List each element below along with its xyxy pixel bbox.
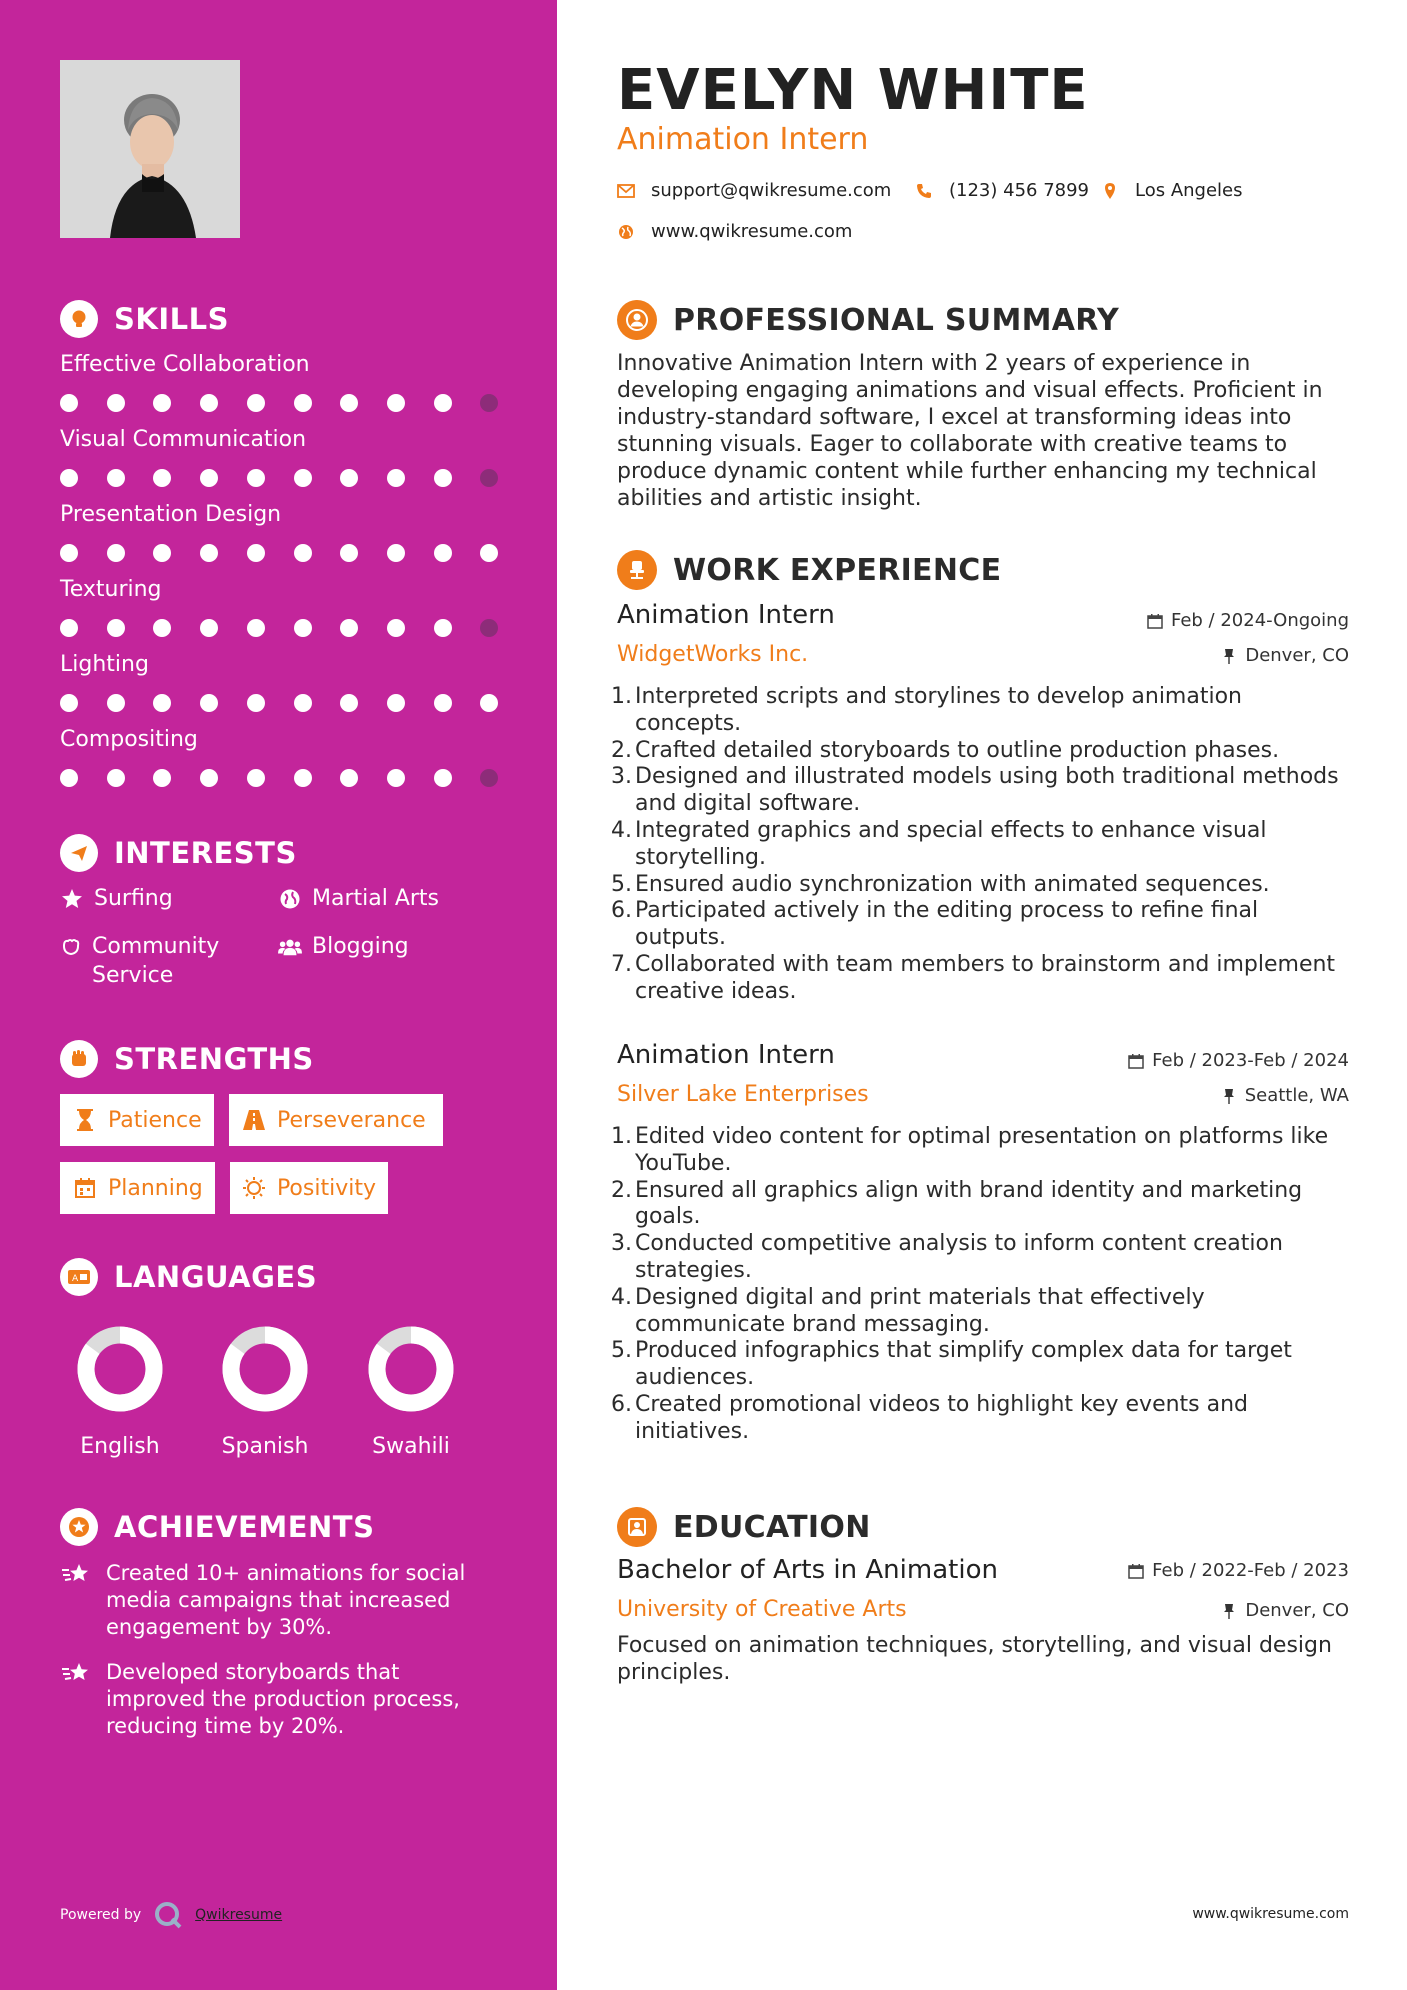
skill-dot: [107, 619, 125, 637]
job-dates-text: Feb / 2024-Ongoing: [1170, 610, 1349, 631]
skill-item: [60, 500, 510, 562]
profile-photo: [60, 60, 240, 238]
education-header: [617, 1507, 871, 1547]
skill-dot: [340, 544, 358, 562]
skill-name: Effective Collaboration: [60, 352, 310, 377]
skill-dot: [387, 469, 405, 487]
school-name: University of Creative Arts: [617, 1597, 907, 1622]
task-item: 4. Integrated graphics and special effects to enhance visual storytelling.: [611, 817, 1267, 870]
qwikresume-logo-icon: [153, 1900, 183, 1930]
paper-plane-icon: [60, 834, 98, 872]
skill-dot: [107, 769, 125, 787]
interest-label: Surfing: [94, 886, 173, 911]
skill-name: Compositing: [60, 727, 198, 752]
globe-icon: [278, 884, 302, 913]
language-name: Swahili: [372, 1434, 450, 1459]
sun-icon: [242, 1175, 267, 1201]
education-dates: [1128, 1560, 1349, 1581]
task-item: 4. Designed digital and print materials that effectively communicate brand messaging.: [611, 1284, 1205, 1337]
achievement-item: [60, 1659, 500, 1740]
footer-website[interactable]: www.qwikresume.com: [1192, 1906, 1349, 1922]
skill-name: Visual Communication: [60, 427, 307, 452]
task-text: Produced infographics that simplify complex data for target audiences.: [635, 1338, 1292, 1391]
interest-item: [278, 932, 409, 961]
skill-dot: [153, 544, 171, 562]
skill-dot: [434, 544, 452, 562]
task-item: 1. Edited video content for optimal presentation on platforms like YouTube.: [611, 1124, 1329, 1176]
task-text: Crafted detailed storyboards to outline production phases.: [635, 737, 1280, 763]
strength-label: Patience: [108, 1107, 202, 1133]
skill-dot: [60, 619, 78, 637]
sidebar: [0, 0, 557, 1990]
job-tasks: [611, 1124, 1347, 1446]
company-name: Silver Lake Enterprises: [617, 1082, 869, 1107]
skill-dot: [200, 694, 218, 712]
envelope-icon: [617, 182, 635, 200]
skill-dot: [387, 394, 405, 412]
contact-phone[interactable]: [915, 180, 1089, 201]
skill-dot: [153, 619, 171, 637]
skill-dot: [480, 544, 498, 562]
task-text: Designed digital and print materials that effectively communicate brand messaging.: [635, 1284, 1205, 1337]
language-ring: [222, 1326, 308, 1412]
strength-tag: [230, 1162, 388, 1214]
skill-dot: [294, 544, 312, 562]
email-text: support@qwikresume.com: [651, 180, 892, 201]
skill-dot: [247, 769, 265, 787]
skill-dot: [200, 544, 218, 562]
skill-dot: [153, 469, 171, 487]
language-ring: [77, 1326, 163, 1412]
languages-header: [60, 1258, 317, 1296]
skill-dot: [434, 694, 452, 712]
skill-dot: [294, 469, 312, 487]
skill-dot: [434, 619, 452, 637]
skill-dot: [387, 694, 405, 712]
skill-dot: [153, 394, 171, 412]
skill-dot: [340, 694, 358, 712]
task-item: 6. Participated actively in the editing process to refine final outputs.: [611, 898, 1259, 951]
skill-dot: [60, 544, 78, 562]
summary-header: [617, 300, 1119, 340]
map-marker-icon: [1101, 182, 1119, 200]
skill-rating: [60, 469, 510, 487]
road-icon: [241, 1107, 267, 1133]
globe-icon: [617, 223, 635, 241]
task-item: 2. Ensured all graphics align with brand identity and marketing goals.: [611, 1177, 1303, 1230]
skill-dot: [107, 694, 125, 712]
task-text: Ensured all graphics align with brand identity and marketing goals.: [635, 1177, 1303, 1230]
skill-dot: [153, 769, 171, 787]
phone-icon: [915, 182, 933, 200]
task-text: Ensured audio synchronization with animated sequences.: [635, 871, 1270, 897]
skill-dot: [200, 469, 218, 487]
achievement-item: [60, 1560, 500, 1641]
skill-dot: [387, 619, 405, 637]
location-text: Los Angeles: [1135, 180, 1243, 201]
achievement-text: Developed storyboards that improved the production process, reducing time by 20%.: [106, 1660, 460, 1738]
task-text: Participated actively in the editing process to refine final outputs.: [635, 898, 1259, 951]
svg-text:A: A: [72, 1274, 79, 1284]
skill-dot: [340, 769, 358, 787]
education-title: EDUCATION: [673, 1509, 871, 1545]
task-text: Conducted competitive analysis to inform content creation strategies.: [635, 1231, 1283, 1283]
task-item: 6. Created promotional videos to highlight key events and initiatives.: [611, 1391, 1249, 1444]
strengths-title: STRENGTHS: [114, 1042, 314, 1076]
task-text: Edited video content for optimal presentation on platforms like YouTube.: [635, 1124, 1329, 1176]
skill-dot: [434, 769, 452, 787]
experience-title: WORK EXPERIENCE: [673, 552, 1002, 588]
user-icon: [617, 300, 657, 340]
skill-dot: [60, 469, 78, 487]
job-location-text: Denver, CO: [1245, 645, 1349, 666]
shooting-star-icon: [60, 1657, 92, 1689]
skill-dot: [153, 694, 171, 712]
job-location: [1221, 1085, 1349, 1106]
skill-dot: [480, 394, 498, 412]
skill-dot: [247, 394, 265, 412]
skill-name: Lighting: [60, 652, 149, 677]
award-icon: [60, 1508, 98, 1546]
skill-dot: [247, 619, 265, 637]
skill-dot: [434, 394, 452, 412]
phone-text: (123) 456 7899: [949, 180, 1090, 201]
education-dates-text: Feb / 2022-Feb / 2023: [1152, 1560, 1349, 1581]
task-text: Created promotional videos to highlight key events and initiatives.: [635, 1391, 1249, 1444]
language-item: [200, 1326, 330, 1459]
interest-label: Martial Arts: [312, 886, 440, 911]
skills-title: SKILLS: [114, 302, 229, 336]
skill-dot: [200, 619, 218, 637]
strength-tag: [60, 1094, 214, 1146]
calendar-icon: [1147, 613, 1163, 629]
skill-dot: [247, 544, 265, 562]
education-location: [1221, 1600, 1349, 1621]
job-dates: [1147, 610, 1349, 631]
contact-email[interactable]: [617, 180, 891, 201]
skill-dot: [200, 769, 218, 787]
job-dates: [1128, 1050, 1349, 1071]
powered-by: [60, 1900, 282, 1930]
job-title: Animation Intern: [617, 600, 835, 630]
users-icon: [278, 932, 302, 961]
strength-label: Planning: [108, 1175, 203, 1201]
star-icon: [60, 884, 84, 913]
summary-title: PROFESSIONAL SUMMARY: [673, 302, 1120, 338]
skill-dot: [480, 619, 498, 637]
skill-dot: [247, 469, 265, 487]
interest-label: Blogging: [312, 934, 409, 959]
candidate-name: EVELYN WHITE: [617, 58, 1089, 123]
strengths-header: [60, 1040, 314, 1078]
shooting-star-icon: [60, 1558, 92, 1590]
summary-text: Innovative Animation Intern with 2 years of experience in developing engaging animations and visual effects. Proficient in industry-standard software, I excel at transforming ideas into stunning visuals. Eager to collaborate with creative teams to produce dynamic content while further enhancing my technical abilities and artistic insight.: [617, 351, 1323, 511]
skill-dot: [480, 469, 498, 487]
interests-title: INTERESTS: [114, 836, 297, 870]
task-item: 1. Interpreted scripts and storylines to develop animation concepts.: [611, 684, 1242, 736]
degree-title: Bachelor of Arts in Animation: [617, 1555, 998, 1585]
skill-dot: [294, 619, 312, 637]
skill-item: [60, 350, 510, 412]
interest-item: [60, 932, 260, 990]
education-location-text: Denver, CO: [1245, 1600, 1349, 1621]
task-item: 5. Ensured audio synchronization with animated sequences.: [611, 871, 1270, 897]
skill-dot: [434, 469, 452, 487]
language-icon: [60, 1258, 98, 1296]
interest-item: [60, 884, 173, 913]
task-item: 3. Designed and illustrated models using both traditional methods and digital software.: [611, 764, 1339, 817]
skill-dot: [387, 769, 405, 787]
interests-header: [60, 834, 297, 872]
language-name: English: [80, 1434, 160, 1459]
task-item: 5. Produced infographics that simplify complex data for target audiences.: [611, 1338, 1292, 1391]
skill-dot: [294, 769, 312, 787]
task-item: 7. Collaborated with team members to brainstorm and implement creative ideas.: [611, 951, 1336, 1004]
task-text: Integrated graphics and special effects to enhance visual storytelling.: [635, 817, 1267, 870]
skill-rating: [60, 694, 510, 712]
education-description: Focused on animation techniques, storytelling, and visual design principles.: [617, 1633, 1332, 1685]
skill-item: [60, 425, 510, 487]
hand-icon: [60, 932, 82, 961]
qwikresume-link[interactable]: Qwikresume: [195, 1907, 283, 1923]
interest-item: [278, 884, 439, 913]
skill-dot: [387, 544, 405, 562]
skill-dot: [60, 394, 78, 412]
language-item: [346, 1326, 476, 1459]
job-tasks: [611, 684, 1347, 1006]
website-text: www.qwikresume.com: [651, 221, 853, 242]
skill-dot: [294, 694, 312, 712]
experience-header: [617, 550, 1001, 590]
skill-dot: [107, 394, 125, 412]
languages-title: LANGUAGES: [114, 1260, 318, 1294]
fist-icon: [60, 1040, 98, 1078]
graduate-icon: [617, 1507, 657, 1547]
skill-rating: [60, 619, 510, 637]
skill-rating: [60, 769, 510, 787]
company-name: WidgetWorks Inc.: [617, 642, 809, 667]
strength-label: Positivity: [276, 1175, 376, 1201]
contact-location: [1101, 180, 1243, 201]
skill-name: Presentation Design: [60, 502, 282, 527]
candidate-role: Animation Intern: [617, 122, 869, 157]
skill-dot: [340, 469, 358, 487]
skill-dot: [60, 694, 78, 712]
strength-tag: [60, 1162, 215, 1214]
skill-dot: [480, 694, 498, 712]
skill-dot: [340, 619, 358, 637]
office-chair-icon: [617, 550, 657, 590]
skill-item: [60, 575, 510, 637]
skill-name: Texturing: [60, 577, 162, 602]
task-text: Designed and illustrated models using both traditional methods and digital software.: [635, 764, 1339, 817]
lightbulb-icon: [60, 300, 98, 338]
strength-tag: [229, 1094, 443, 1146]
skill-rating: [60, 544, 510, 562]
calendar-icon: [72, 1175, 98, 1201]
contact-website[interactable]: [617, 221, 852, 242]
hourglass-icon: [72, 1107, 98, 1133]
skills-header: [60, 300, 229, 338]
achievement-text: Created 10+ animations for social media campaigns that increased engagement by 30%.: [106, 1561, 466, 1639]
skill-dot: [247, 694, 265, 712]
powered-by-label: Powered by: [60, 1907, 142, 1923]
pushpin-icon: [1221, 648, 1237, 664]
skill-dot: [340, 394, 358, 412]
skill-dot: [60, 769, 78, 787]
language-name: Spanish: [221, 1434, 309, 1459]
skill-item: [60, 725, 510, 787]
calendar-icon: [1128, 1563, 1144, 1579]
pushpin-icon: [1221, 1603, 1237, 1619]
task-item: 3. Conducted competitive analysis to inform content creation strategies.: [611, 1231, 1283, 1283]
interest-label: Community Service: [92, 934, 220, 988]
job-location-text: Seattle, WA: [1244, 1085, 1349, 1106]
skill-dot: [480, 769, 498, 787]
strength-label: Perseverance: [277, 1107, 426, 1133]
language-ring: [368, 1326, 454, 1412]
skill-dot: [200, 394, 218, 412]
job-location: [1221, 645, 1349, 666]
calendar-icon: [1128, 1053, 1144, 1069]
skill-dot: [294, 394, 312, 412]
pushpin-icon: [1221, 1088, 1237, 1104]
language-item: [55, 1326, 185, 1459]
skill-dot: [107, 544, 125, 562]
task-item: 2. Crafted detailed storyboards to outline production phases.: [611, 737, 1280, 763]
job-dates-text: Feb / 2023-Feb / 2024: [1152, 1050, 1349, 1071]
job-title: Animation Intern: [617, 1040, 835, 1070]
skill-item: [60, 650, 510, 712]
achievements-header: [60, 1508, 374, 1546]
task-text: Collaborated with team members to brainstorm and implement creative ideas.: [635, 951, 1336, 1004]
skill-rating: [60, 394, 510, 412]
achievements-title: ACHIEVEMENTS: [114, 1510, 375, 1544]
task-text: Interpreted scripts and storylines to develop animation concepts.: [635, 684, 1242, 736]
skill-dot: [107, 469, 125, 487]
